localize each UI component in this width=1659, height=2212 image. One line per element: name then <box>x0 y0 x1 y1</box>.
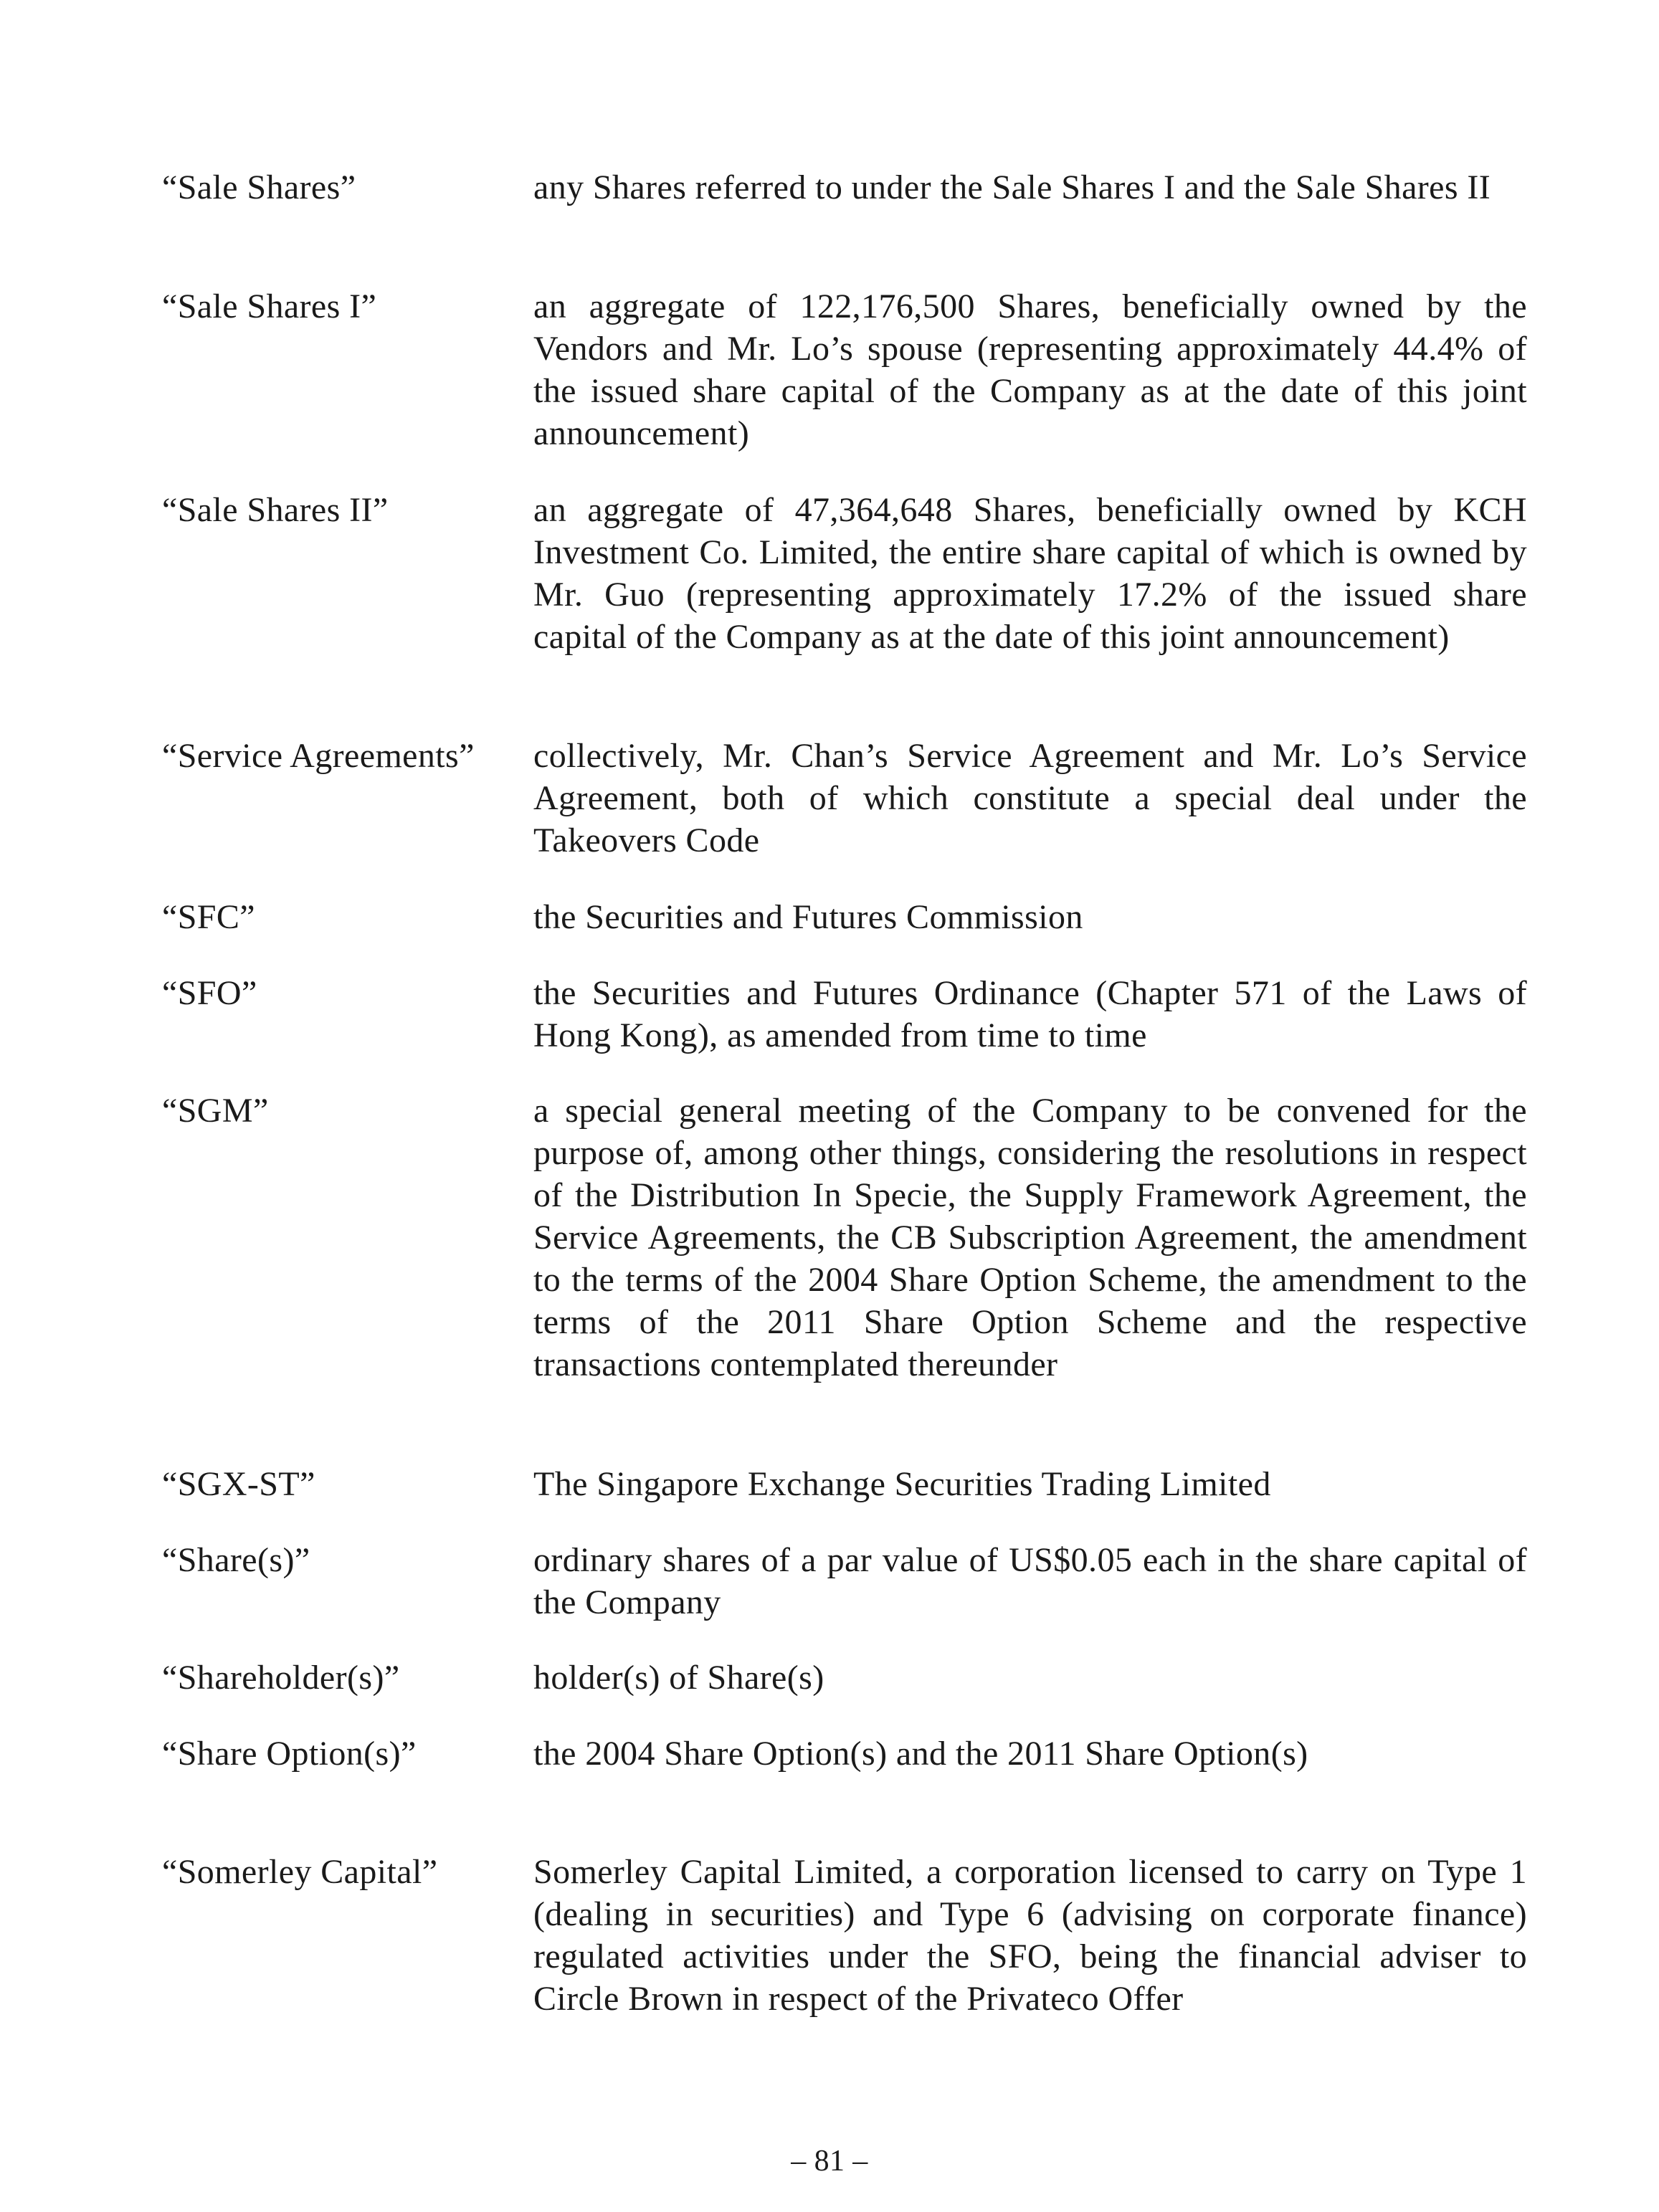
definition-term: “SGX-ST” <box>162 1465 315 1503</box>
definition-term: “Sale Shares” <box>162 168 356 206</box>
definition-meaning: Somerley Capital Limited, a corporation licensed to carry on Type 1 (dealing in securities) and Type 6 (advising on corporate finance) regulated activities under the SFO, being the financial adviser to Circle Brown in respect of the Privateco Offer <box>533 1853 1527 2018</box>
definition-meaning: a special general meeting of the Company to be convened for the purpose of, among other things, considering the resolutions in respect of the Distribution In Specie, the Supply Framework Agreement, the Service Agreements, the CB Subscription Agreement, the amendment to the terms of the 2004 Share Option Scheme, the amendment to the terms of the 2011 Share Option Scheme and the respective transactions contemplated thereunder <box>533 1092 1527 1383</box>
definition-meaning: the Securities and Futures Ordinance (Chapter 571 of the Laws of Hong Kong), as amended from time to time <box>533 974 1527 1054</box>
definition-meaning: the Securities and Futures Commission <box>533 898 1083 936</box>
definition-term: “SGM” <box>162 1092 269 1130</box>
definition-meaning: any Shares referred to under the Sale Shares I and the Sale Shares II <box>533 168 1491 206</box>
definition-term: “SFC” <box>162 898 256 936</box>
definition-meaning: The Singapore Exchange Securities Trading Limited <box>533 1465 1271 1503</box>
page-number: – 81 – <box>791 2145 868 2178</box>
definition-meaning: an aggregate of 47,364,648 Shares, beneficially owned by KCH Investment Co. Limited, the entire share capital of which is owned by Mr. Guo (representing approximately 17.2% of the issued share capital of the Company as at the date of this joint announcement) <box>533 491 1527 656</box>
definition-meaning: an aggregate of 122,176,500 Shares, beneficially owned by the Vendors and Mr. Lo’s spouse (representing approximately 44.4% of the issued share capital of the Company as at the date of this joint announcement) <box>533 287 1527 452</box>
definition-term: “Share(s)” <box>162 1541 310 1579</box>
definition-meaning: collectively, Mr. Chan’s Service Agreement and Mr. Lo’s Service Agreement, both of which constitute a special deal under the Takeovers Code <box>533 737 1527 859</box>
definition-meaning: the 2004 Share Option(s) and the 2011 Share Option(s) <box>533 1735 1308 1773</box>
definition-term: “Somerley Capital” <box>162 1853 438 1891</box>
definition-term: “Share Option(s)” <box>162 1735 417 1773</box>
definition-meaning: ordinary shares of a par value of US$0.05 each in the share capital of the Company <box>533 1541 1527 1621</box>
definition-term: “Shareholder(s)” <box>162 1659 400 1697</box>
definition-term: “Sale Shares II” <box>162 491 389 529</box>
definition-term: “SFO” <box>162 974 257 1012</box>
definition-term: “Service Agreements” <box>162 737 475 775</box>
definition-term: “Sale Shares I” <box>162 287 377 325</box>
definition-meaning: holder(s) of Share(s) <box>533 1659 824 1697</box>
